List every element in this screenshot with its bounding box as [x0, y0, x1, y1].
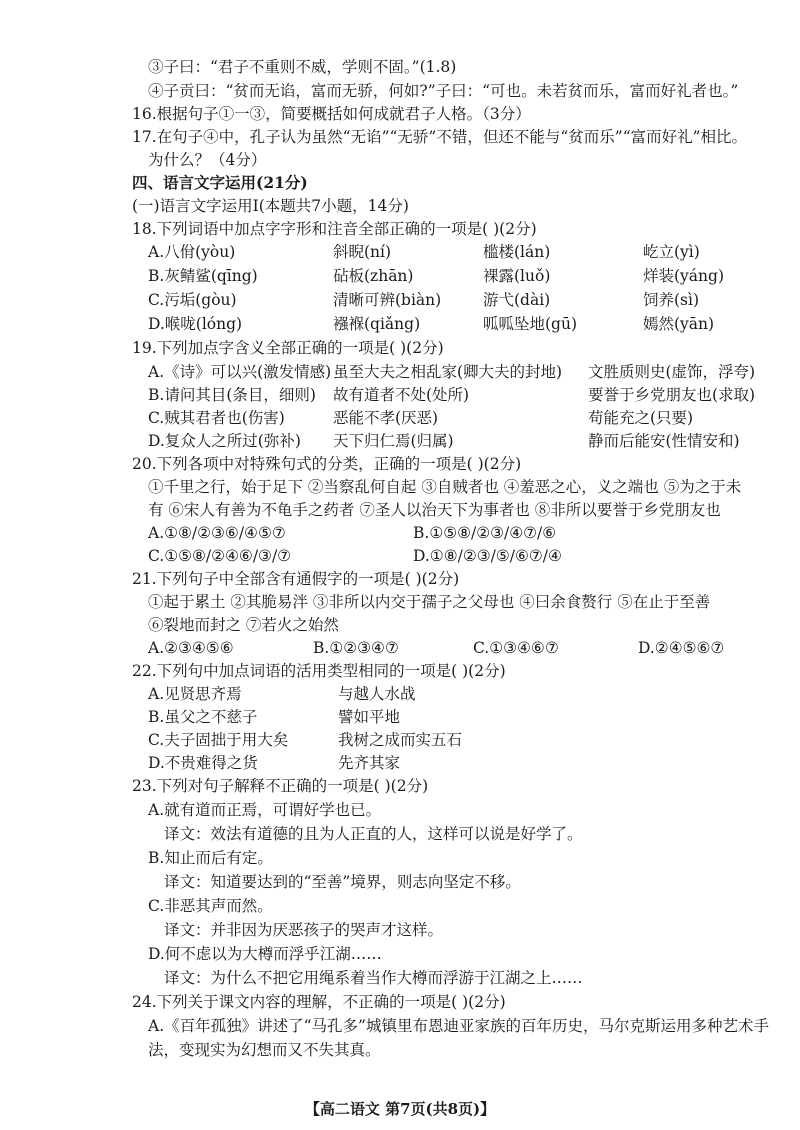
q23-translation-d: 译文：为什么不把它用绳系着当作大樽而浮游于江湖之上…… [164, 969, 583, 987]
section-title: 四、语言文字运用(21分) [132, 173, 308, 192]
q19-option-row [148, 430, 768, 452]
q19-item: 文胜质则史(虚饰，浮夸) [588, 363, 756, 381]
q18-option-row [148, 241, 768, 263]
q18-word: 嫣然(yān) [643, 315, 715, 333]
q20-option-row [148, 522, 748, 544]
q20-option-c: C.①⑤⑧/②④⑥/③/⑦ [148, 547, 292, 565]
q19-option-row [148, 407, 768, 429]
q19-option-row [148, 384, 768, 406]
q18-word: 砧板(zhān) [333, 267, 414, 285]
q22-item: 与越人水战 [338, 685, 416, 703]
page-footer: 【高二语文 第7页(共8页)】 [304, 1100, 496, 1118]
q22-item: C.夫子固拙于用大矣 [148, 731, 289, 749]
q18-word: 呱呱坠地(gū) [483, 315, 577, 333]
q18-word: 烊装(yáng) [643, 267, 724, 285]
q19-item: B.请问其目(条目，细则) [148, 386, 316, 404]
q22-item: 先齐其家 [338, 754, 401, 772]
q18-word: 斜睨(ní) [333, 243, 392, 261]
q19-item: A.《诗》可以兴(激发情感) [148, 363, 332, 381]
q19-item: 要誉于乡党朋友也(求取) [588, 386, 756, 404]
question-21: 21.下列句子中全部含有通假字的一项是( )(2分) [132, 570, 460, 588]
q23-translation-a: 译文：效法有道德的且为人正直的人，这样可以说是好学了。 [164, 825, 583, 843]
q22-item: 我树之成而实五石 [338, 731, 463, 749]
q23-option-c: C.非恶其声而然。 [148, 897, 273, 915]
quote-3: ③子曰：“君子不重则不威，学则不固。”(1.8) [148, 58, 457, 76]
subsection-title: (一)语言文字运用Ⅰ(本题共7小题，14分) [132, 197, 409, 215]
q18-option-row [148, 289, 768, 311]
q20-sentences: ①千里之行，始于足下 ②当察乱何自起 ③自贼者也 ④羞恶之心，义之端也 ⑤为之于未 [148, 478, 742, 496]
q20-option-row [148, 545, 748, 567]
quote-4: ④子贡曰：“贫而无谄，富而无骄，何如?”子曰：“可也。未若贫而乐，富而好礼者也。” [148, 82, 739, 100]
q19-item: C.贼其君者也(伤害) [148, 409, 285, 427]
q22-item: A.见贤思齐焉 [148, 685, 242, 703]
q21-options [148, 637, 768, 659]
q19-item: D.复众人之所过(弥补) [148, 432, 301, 450]
q18-word: B.灰鲭鲨(qīng) [148, 267, 258, 285]
q19-item: 苟能充之(只要) [588, 409, 694, 427]
q21-sentences: ①起于累土 ②其脆易泮 ③非所以内交于孺子之父母也 ④曰余食赘行 ⑤在止于至善 [148, 593, 711, 611]
question-17-cont: 为什么？（4分） [148, 151, 267, 169]
q18-word: D.喉咙(lóng) [148, 315, 243, 333]
q18-word: A.八佾(yòu) [148, 243, 236, 261]
q18-word: 槛楼(lán) [483, 243, 551, 261]
q22-option-row [148, 706, 588, 728]
q22-item: 譬如平地 [338, 708, 401, 726]
q21-option-a: A.②③④⑤⑥ [148, 639, 234, 657]
q19-item: 天下归仁焉(归属) [333, 432, 454, 450]
q23-translation-b: 译文：知道要达到的“至善”境界，则志向坚定不移。 [164, 873, 521, 891]
q18-option-row [148, 313, 768, 335]
q18-option-row [148, 265, 768, 287]
q19-item: 故有道者不处(处所) [333, 386, 470, 404]
q19-option-row [148, 361, 768, 383]
question-16: 16.根据句子①一③，简要概括如何成就君子人格。（3分） [132, 105, 531, 123]
question-24: 24.下列关于课文内容的理解，不正确的一项是( )(2分) [132, 993, 506, 1011]
q21-option-d: D.②④⑤⑥⑦ [638, 639, 725, 657]
q18-word: C.污垢(gòu) [148, 291, 237, 309]
q20-option-d: D.①⑧/②③/⑤/⑥⑦/④ [413, 547, 562, 565]
q18-word: 裸露(luǒ) [483, 267, 551, 285]
question-20: 20.下列各项中对特殊句式的分类，正确的一项是( )(2分) [132, 455, 522, 473]
q18-word: 清晰可辨(biàn) [333, 291, 442, 309]
q18-word: 襁褓(qiǎng) [333, 315, 421, 333]
q20-sentences-cont: 有 ⑥宋人有善为不龟手之药者 ⑦圣人以治天下为事者也 ⑧非所以要誉于乡党朋友也 [148, 501, 721, 519]
q20-option-b: B.①⑤⑧/②③/④⑦/⑥ [413, 524, 557, 542]
q19-item: 虽至大夫之相乱家(卿大夫的封地) [333, 363, 563, 381]
question-19: 19.下列加点字含义全部正确的一项是( )(2分) [132, 339, 444, 357]
q23-option-b: B.知止而后有定。 [148, 849, 273, 867]
q18-word: 游弋(dài) [483, 291, 551, 309]
q23-translation-c: 译文：并非因为厌恶孩子的哭声才这样。 [164, 921, 444, 939]
q21-option-b: B.①②③④⑦ [313, 639, 399, 657]
q19-item: 静而后能安(性情安和) [588, 432, 740, 450]
q21-option-c: C.①③④⑥⑦ [473, 639, 559, 657]
q22-option-row [148, 729, 588, 751]
q22-item: D.不贵难得之货 [148, 754, 258, 772]
q23-option-a: A.就有道而正焉，可谓好学也已。 [148, 801, 382, 819]
q22-item: B.虽父之不慈子 [148, 708, 258, 726]
q21-sentences-cont: ⑥裂地而封之 ⑦若火之始然 [148, 616, 339, 634]
question-17: 17.在句子④中，孔子认为虽然“无谄”“无骄”不错，但还不能与“贫而乐”“富而好礼”相比。 [132, 128, 748, 146]
q23-option-d: D.何不虑以为大樽而浮乎江湖…… [148, 945, 382, 963]
question-23: 23.下列对句子解释不正确的一项是( )(2分) [132, 777, 429, 795]
question-18: 18.下列词语中加点字字形和注音全部正确的一项是( )(2分) [132, 220, 537, 238]
question-22: 22.下列句中加点词语的活用类型相同的一项是( )(2分) [132, 662, 506, 680]
q18-word: 屹立(yì) [643, 243, 700, 261]
q20-option-a: A.①⑧/②③⑥/④⑤⑦ [148, 524, 286, 542]
q22-option-row [148, 683, 588, 705]
q24-option-a: A.《百年孤独》讲述了“马孔多”城镇里布恩迪亚家族的百年历史，马尔克斯运用多种艺术手 [148, 1017, 769, 1035]
q24-option-a-cont: 法，变现实为幻想而又不失其真。 [148, 1041, 381, 1059]
q18-word: 饲养(sì) [643, 291, 700, 309]
q19-item: 恶能不孝(厌恶) [333, 409, 439, 427]
q22-option-row [148, 752, 588, 774]
